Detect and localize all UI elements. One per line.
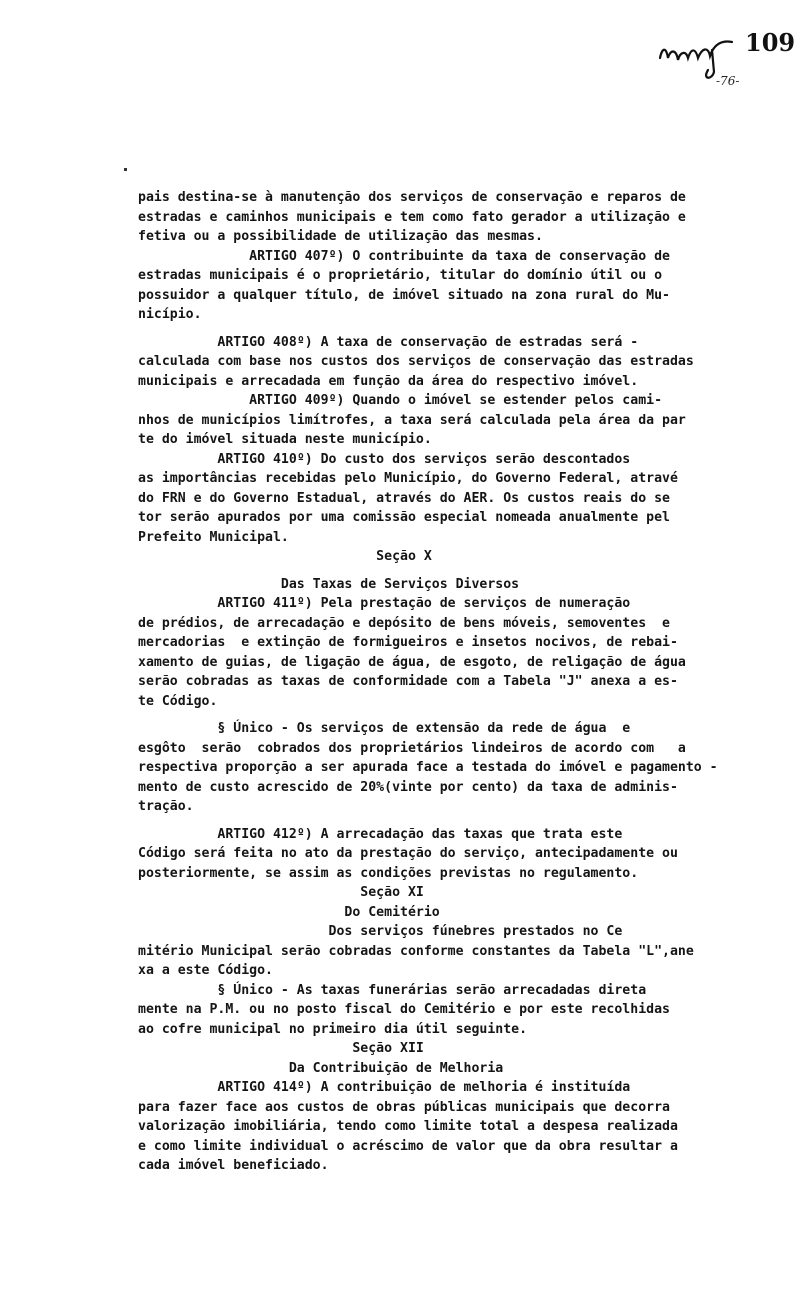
text-line: mento de custo acrescido de 20%(vinte por cento) da taxa de adminis- <box>138 779 678 795</box>
section-heading: Seção X <box>138 549 432 564</box>
scan-speck <box>124 168 127 171</box>
text-line: posteriormente, se assim as condições previstas no regulamento. <box>138 865 639 881</box>
blank-line <box>138 817 778 825</box>
subsection-heading: Das Taxas de Serviços Diversos <box>138 576 520 592</box>
text-line: xamento de guias, de ligação de água, de esgoto, de religação de água <box>138 654 686 670</box>
blank-line <box>138 711 778 719</box>
text-line: te do imóvel situada neste município. <box>138 432 432 447</box>
text-line: do FRN e do Governo Estadual, através do AER. Os custos reais do se <box>138 490 670 506</box>
blank-line <box>138 325 778 333</box>
text-line: ARTIGO 407º) O contribuinte da taxa de conservação de <box>138 248 670 264</box>
text-line: nhos de municípios limítrofes, a taxa será calculada pela área da par <box>138 412 686 428</box>
section-heading: Seção XII <box>138 1041 424 1056</box>
subsection-heading: Do Cemitério <box>138 904 440 920</box>
text-line: municipais e arrecadada em função da área do respectivo imóvel. <box>138 373 639 389</box>
text-line: de prédios, de arrecadação e depósito de bens móveis, semoventes e <box>138 615 670 631</box>
text-line: Prefeito Municipal. <box>138 529 289 545</box>
text-line: mercadorias e extinção de formigueiros e insetos nocivos, de rebai- <box>138 635 678 650</box>
text-line: Código será feita no ato da prestação do serviço, antecipadamente ou <box>138 846 678 861</box>
text-line: cada imóvel beneficiado. <box>138 1158 329 1173</box>
text-line: as importâncias recebidas pelo Município, do Governo Federal, atravé <box>138 471 678 486</box>
text-line: calculada com base nos custos dos serviços de conservação das estradas <box>138 354 694 369</box>
text-line: para fazer face aos custos de obras públicas municipais que decorra <box>138 1099 670 1115</box>
typed-body <box>138 188 778 1176</box>
text-line: ARTIGO 412º) A arrecadação das taxas que trata este <box>138 826 623 842</box>
section-heading: Seção XI <box>138 885 424 900</box>
text-line: valorização imobiliária, tendo como limite total a despesa realizada <box>138 1119 678 1134</box>
text-line: ARTIGO 411º) Pela prestação de serviços de numeração <box>138 596 631 611</box>
text-line: nicípio. <box>138 307 202 322</box>
text-line: § Único - As taxas funerárias serão arrecadadas direta <box>138 982 647 998</box>
text-line: Dos serviços fúnebres prestados no Ce <box>138 924 623 939</box>
text-line: ao cofre municipal no primeiro dia útil seguinte. <box>138 1021 528 1037</box>
text-line: respectiva proporção a ser apurada face a testada do imóvel e pagamento - <box>138 760 718 775</box>
text-line: serão cobradas as taxas de conformidade com a Tabela "J" anexa a es- <box>138 674 678 689</box>
text-line: mitério Municipal serão cobradas conforme constantes da Tabela "L",ane <box>138 943 694 959</box>
text-line: ARTIGO 408º) A taxa de conservação de estradas será - <box>138 334 639 350</box>
page-number: -76- <box>716 74 740 88</box>
folio-number: 109 <box>745 28 796 57</box>
text-line: ARTIGO 409º) Quando o imóvel se estender pelos cami- <box>138 393 663 408</box>
subsection-heading: Da Contribuição de Melhoria <box>138 1060 504 1076</box>
text-line: tor serão apurados por uma comissão especial nomeada anualmente pel <box>138 510 670 525</box>
text-line: xa a este Código. <box>138 963 273 978</box>
text-line: ARTIGO 410º) Do custo dos serviços serão descontados <box>138 451 631 467</box>
text-line: estradas e caminhos municipais e tem como fato gerador a utilização e <box>138 209 686 225</box>
text-line: esgôto serão cobrados dos proprietários lindeiros de acordo com a <box>138 740 686 756</box>
blank-line <box>138 567 778 575</box>
text-line: e como limite individual o acréscimo de valor que da obra resultar a <box>138 1138 678 1154</box>
text-line: pais destina-se à manutenção dos serviços de conservação e reparos de <box>138 190 686 205</box>
text-line: ARTIGO 414º) A contribuição de melhoria é instituída <box>138 1080 631 1095</box>
text-line: § Único - Os serviços de extensão da rede de água e <box>138 721 631 736</box>
text-line: te Código. <box>138 693 218 709</box>
text-line: fetiva ou a possibilidade de utilização das mesmas. <box>138 229 543 244</box>
text-line: possuidor a qualquer título, de imóvel situado na zona rural do Mu- <box>138 287 670 303</box>
text-line: estradas municipais é o proprietário, titular do domínio útil ou o <box>138 268 663 283</box>
text-line: mente na P.M. ou no posto fiscal do Cemitério e por este recolhidas <box>138 1002 670 1017</box>
text-line: tração. <box>138 799 194 814</box>
